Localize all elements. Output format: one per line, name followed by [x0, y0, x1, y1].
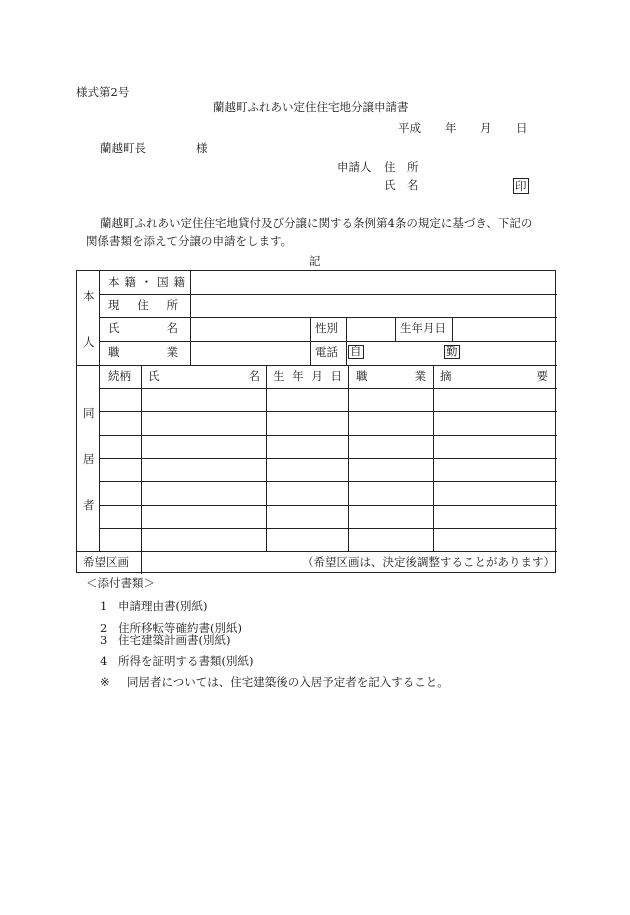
col-tekiyo: 摘 要 [440, 369, 548, 383]
attachment-num-1: 1 [100, 599, 108, 613]
col-shimei: 氏 名 [148, 369, 260, 383]
attachment-text-2: 住所移転等確約書(別紙) [118, 621, 242, 635]
attachments-heading: ＜添付書類＞ [86, 576, 155, 590]
addressee: 蘭越町長 [100, 141, 146, 155]
form-number: 様式第2号 [76, 85, 130, 99]
denwa-label: 電話 [315, 345, 338, 359]
dokyo-char-3: 者 [83, 498, 95, 512]
date-era: 平成 [398, 121, 421, 135]
applicant-name-label: 氏 名 [384, 178, 419, 192]
attachment-text-3: 住宅建築計画書(別紙) [118, 633, 231, 647]
kibo-kukaku-note: （希望区画は、決定後調整することがあります） [302, 555, 555, 569]
date-month: 月 [480, 121, 492, 135]
date-day: 日 [516, 121, 528, 135]
note-mark: ※ [100, 675, 110, 689]
shokugyo-label: 職 業 [108, 345, 178, 359]
attachment-text-1: 申請理由書(別紙) [118, 599, 208, 613]
application-table [76, 270, 556, 573]
attachment-num-3: 3 [100, 633, 108, 647]
honnin-char-2: 人 [83, 335, 95, 349]
kibo-kukaku-label: 希望区画 [83, 555, 129, 569]
applicant-label: 申請人 [337, 160, 372, 174]
document-title: 蘭越町ふれあい定住住宅地分譲申請書 [213, 100, 409, 114]
dokyo-char-2: 居 [83, 452, 95, 466]
seal-mark: 印 [515, 179, 527, 193]
seinengappi-label: 生年月日 [400, 321, 446, 335]
col-shokugyo: 職 業 [356, 369, 426, 383]
col-seinengappi: 生 年 月 日 [273, 369, 342, 383]
honnin-char-1: 本 [83, 289, 95, 303]
dokyo-char-1: 同 [83, 406, 95, 420]
attachment-num-4: 4 [100, 654, 108, 668]
col-zokugara: 続柄 [108, 369, 131, 383]
applicant-address-label: 住 所 [384, 160, 419, 174]
date-year: 年 [445, 121, 457, 135]
genjusho-label: 現 住 所 [108, 298, 178, 312]
denwa-kin-mark: 勤 [446, 344, 458, 358]
body-text-line2: 関係書類を添えて分譲の申請をします。 [86, 234, 293, 248]
attachment-num-2: 2 [100, 621, 108, 635]
addressee-honorific: 様 [196, 141, 208, 155]
body-text-line1: 蘭越町ふれあい定住住宅地貸付及び分譲に関する条例第4条の規定に基づき、下記の [100, 216, 533, 230]
denwa-ji-mark: 自 [350, 344, 362, 358]
honseki-label: 本 籍 ・ 国 籍 [108, 275, 185, 289]
shimei-label: 氏 名 [108, 321, 178, 335]
seibetsu-label: 性別 [315, 321, 338, 335]
ki-heading: 記 [309, 254, 321, 268]
attachment-text-4: 所得を証明する書類(別紙) [118, 654, 254, 668]
note-text: 同居者については、住宅建築後の入居予定者を記入すること。 [127, 675, 449, 689]
